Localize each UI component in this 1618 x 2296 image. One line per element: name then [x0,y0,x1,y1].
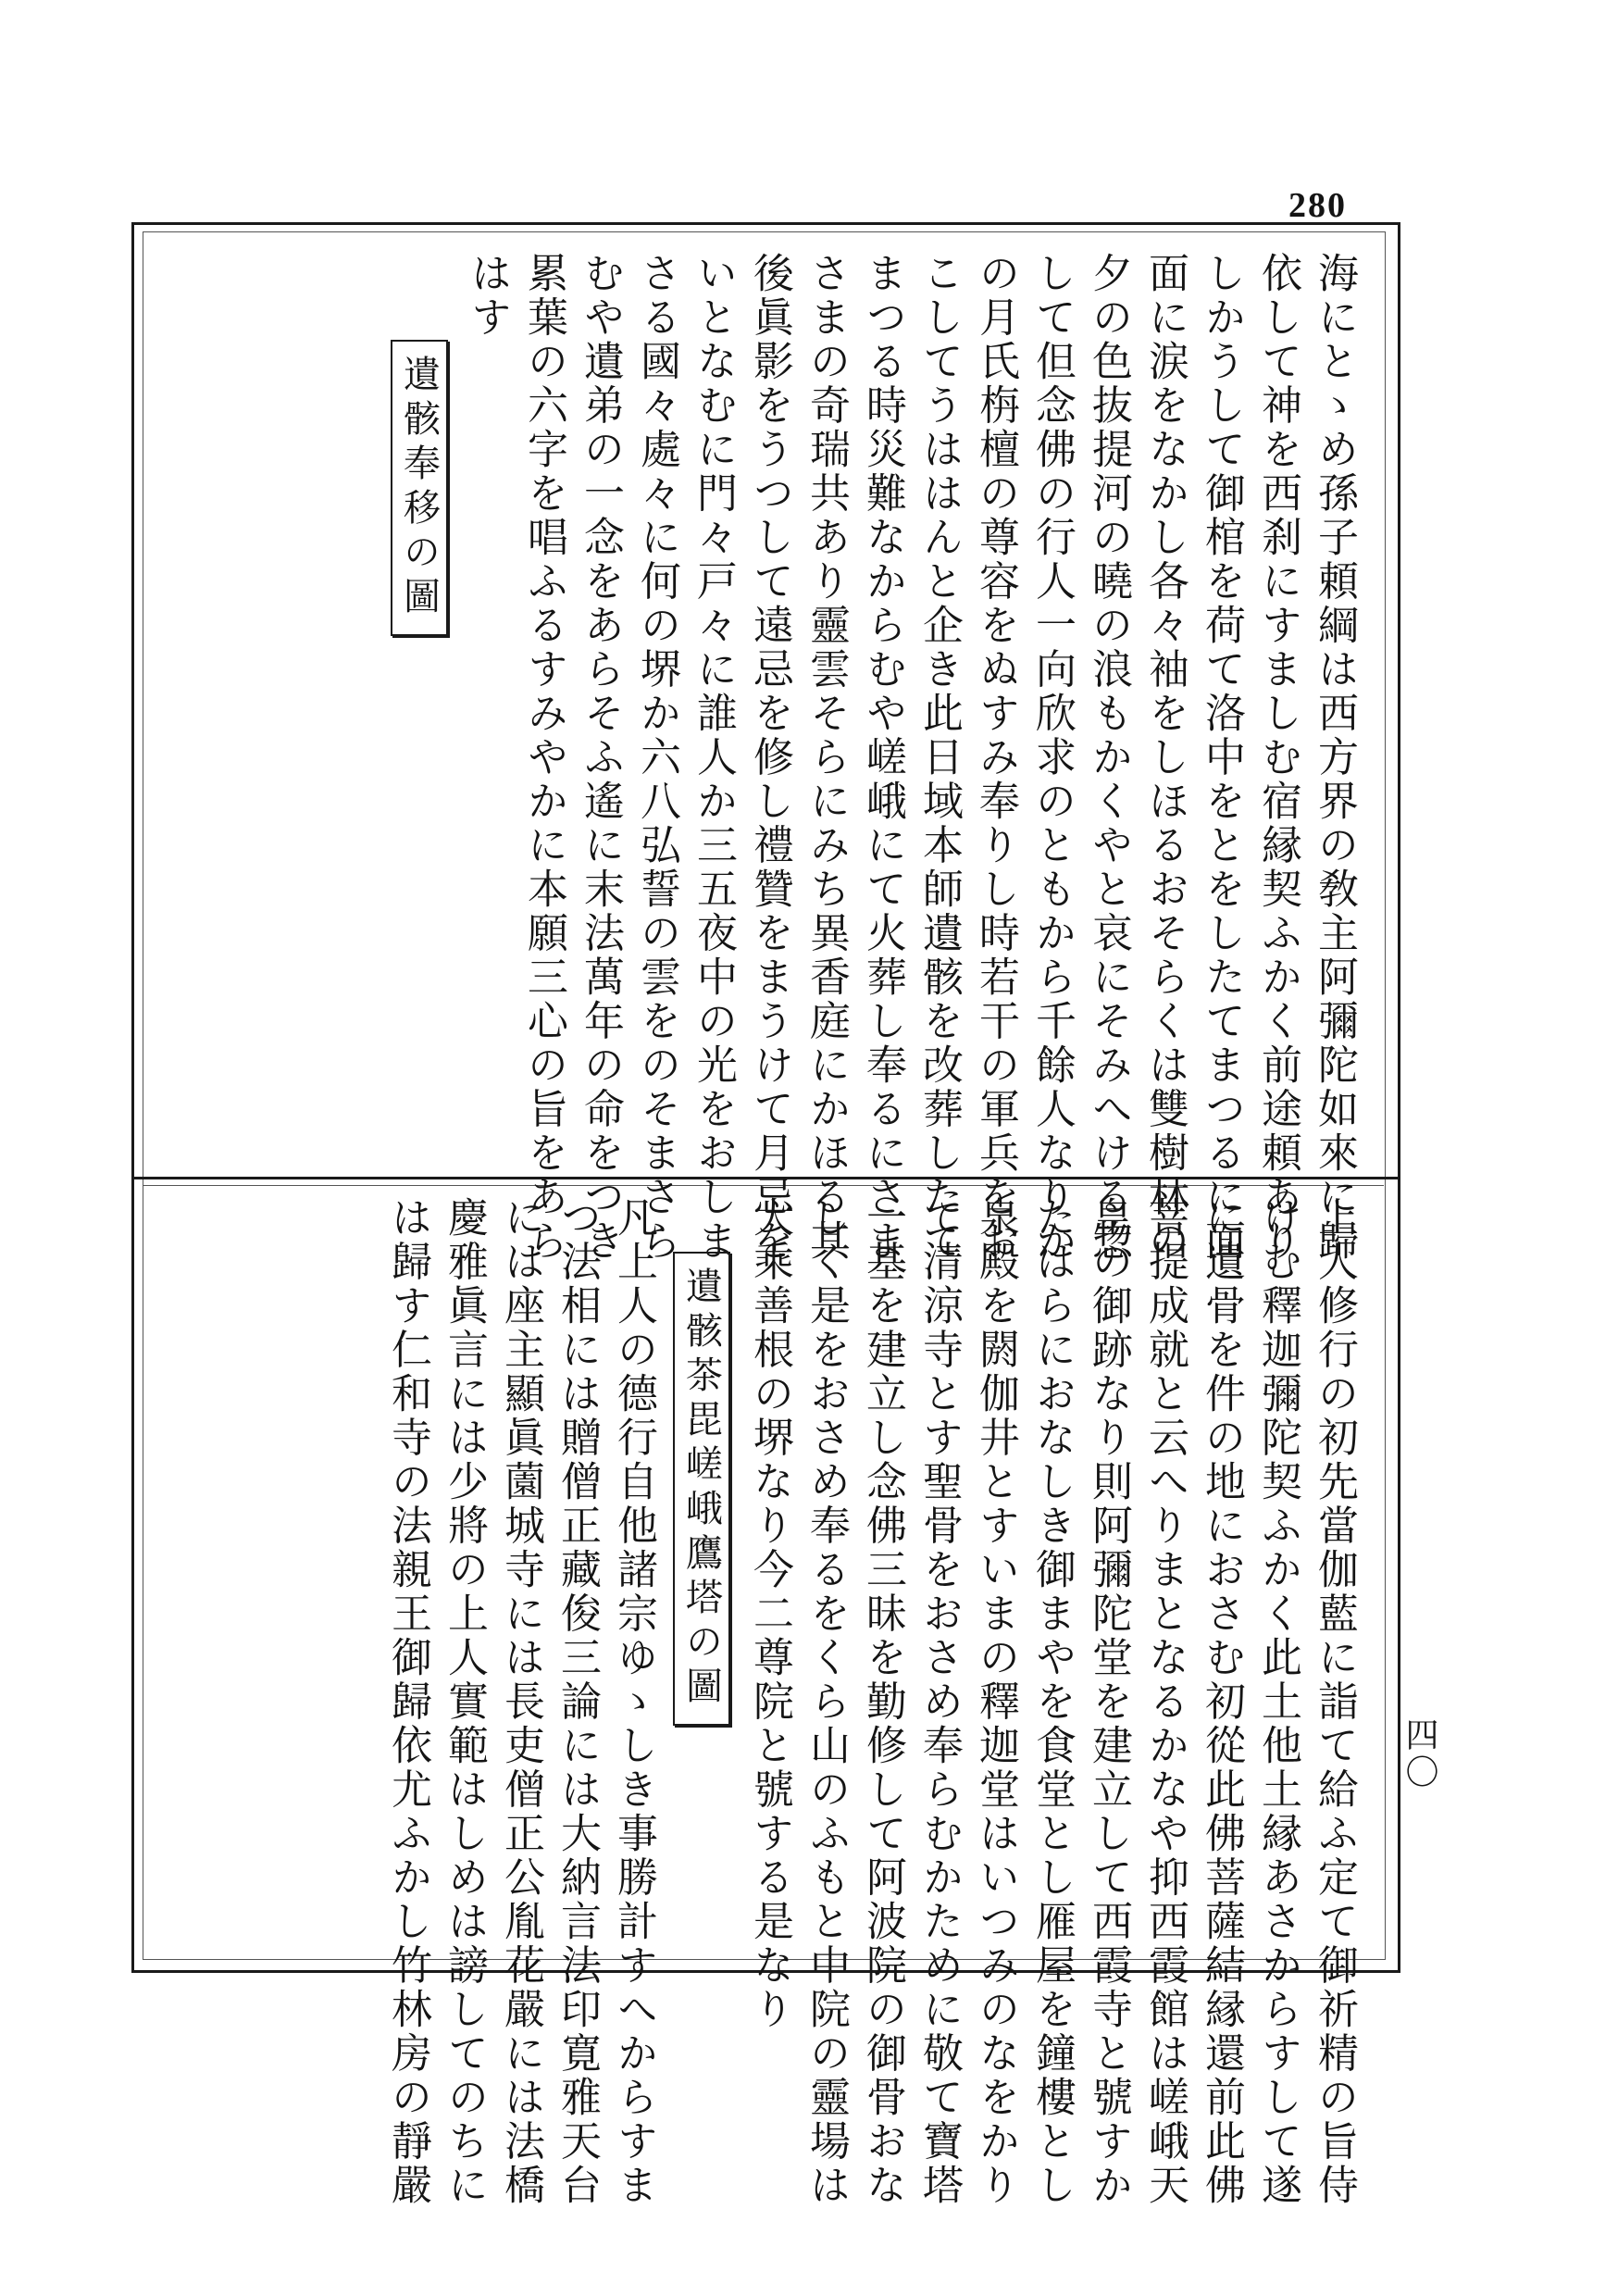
illustration-caption-lower: 遺骸茶毘嵯峨鷹塔の圖 [673,1252,730,1726]
page-number: 280 [1288,186,1347,225]
text-column: 上人修行の初先當伽藍に詣て給ふ定て御祈精の旨侍 [1311,1196,1358,2208]
text-column: 泉殿を閼伽井とすいまの釋迦堂はいつみのなをかり [972,1196,1019,2208]
text-column: 面に涙をなかし各々袖をしほるおそらくは雙樹林の [1141,252,1189,1264]
text-column: むや遺弟の一念をあらそふ遙に末法萬年の命をつき [577,252,624,1264]
text-column: まつる時災難なからむや嵯峨にて火葬し奉るにさま [859,252,906,1264]
text-column: しかうして御棺を荷て洛中をとをしたてまつるに面 [1198,252,1245,1264]
lower-section [380,1196,1363,2208]
side-page-number: 四〇 [1400,1717,1438,1791]
text-column: つ法相には贈僧正藏俊三論には大納言法印寛雅天台 [554,1196,601,2208]
text-column: には座主顯眞薗城寺には長吏僧正公胤花嚴には法橋 [497,1196,544,2208]
text-column: 凡上人の德行自他諸宗ゆゝしき事勝計すへからすま [610,1196,657,2208]
text-column: 海にとゝめ孫子頼綱は西方界の敎主阿彌陀如來に歸 [1311,252,1358,1264]
text-column: 菩提成就と云へりまとなるかなや抑西霞館は嵯峨天 [1141,1196,1189,2208]
text-column: こしてうははんと企き此日域本師遺骸を改葬したて [915,252,963,1264]
upper-section [380,252,1363,1264]
illustration-caption-upper: 遺骸奉移の圖 [391,340,448,636]
text-column: いとなむに門々戸々に誰人か三五夜中の光をおしま [690,252,737,1264]
text-column: の月氏栴檀の尊容をぬすみ奉りし時若干の軍兵をお [972,252,1019,1264]
text-column: に遺骨を件の地におさむ初從此佛菩薩結縁還前此佛 [1198,1196,1245,2208]
text-column: 夕の色抜提河の曉の浪もかくやと哀にそみへける惣 [1085,252,1132,1264]
text-column: は歸す仁和寺の法親王御歸依尤ふかし竹林房の靜嚴 [384,1196,431,2208]
text-column: 皇の御跡なり則阿彌陀堂を建立して西霞寺と號すか [1085,1196,1132,2208]
text-column: たはらにおなしき御まやを食堂とし雁屋を鐘樓とし [1028,1196,1076,2208]
text-column: 依して神を西刹にすましむ宿縁契ふかく前途頼あり [1254,252,1301,1264]
text-column: 大乘善根の堺なり今二尊院と號する是なり [746,1196,793,2032]
text-column: さる國々處々に何の堺か六八弘誓の雲をのそまさら [633,252,680,1264]
text-column: 後眞影をうつして遠忌を修し禮贊をまうけて月忌を [746,252,793,1264]
text-column: しく是をおさめ奉るをくら山のふもと中院の靈場は [803,1196,850,2208]
text-column: して但念佛の行人一向欣求のともから千餘人なりか [1028,252,1076,1264]
text-column: はす [464,252,511,340]
text-column: 累葉の六字を唱ふるすみやかに本願三心の旨をあら [520,252,567,1264]
text-column: 慶雅眞言には少將の上人實範はしめは謗してのちに [441,1196,488,2208]
text-column: けむ釋迦彌陀契ふかく此土他土縁あさからすして遂 [1254,1196,1301,2208]
text-column: て清涼寺とす聖骨をおさめ奉らむかために敬て寶塔 [915,1196,963,2208]
text-column: さまの奇瑞共あり靈雲そらにみち異香庭にかほる其 [803,252,850,1264]
text-column: 一基を建立し念佛三昧を勤修して阿波院の御骨おな [859,1196,906,2208]
